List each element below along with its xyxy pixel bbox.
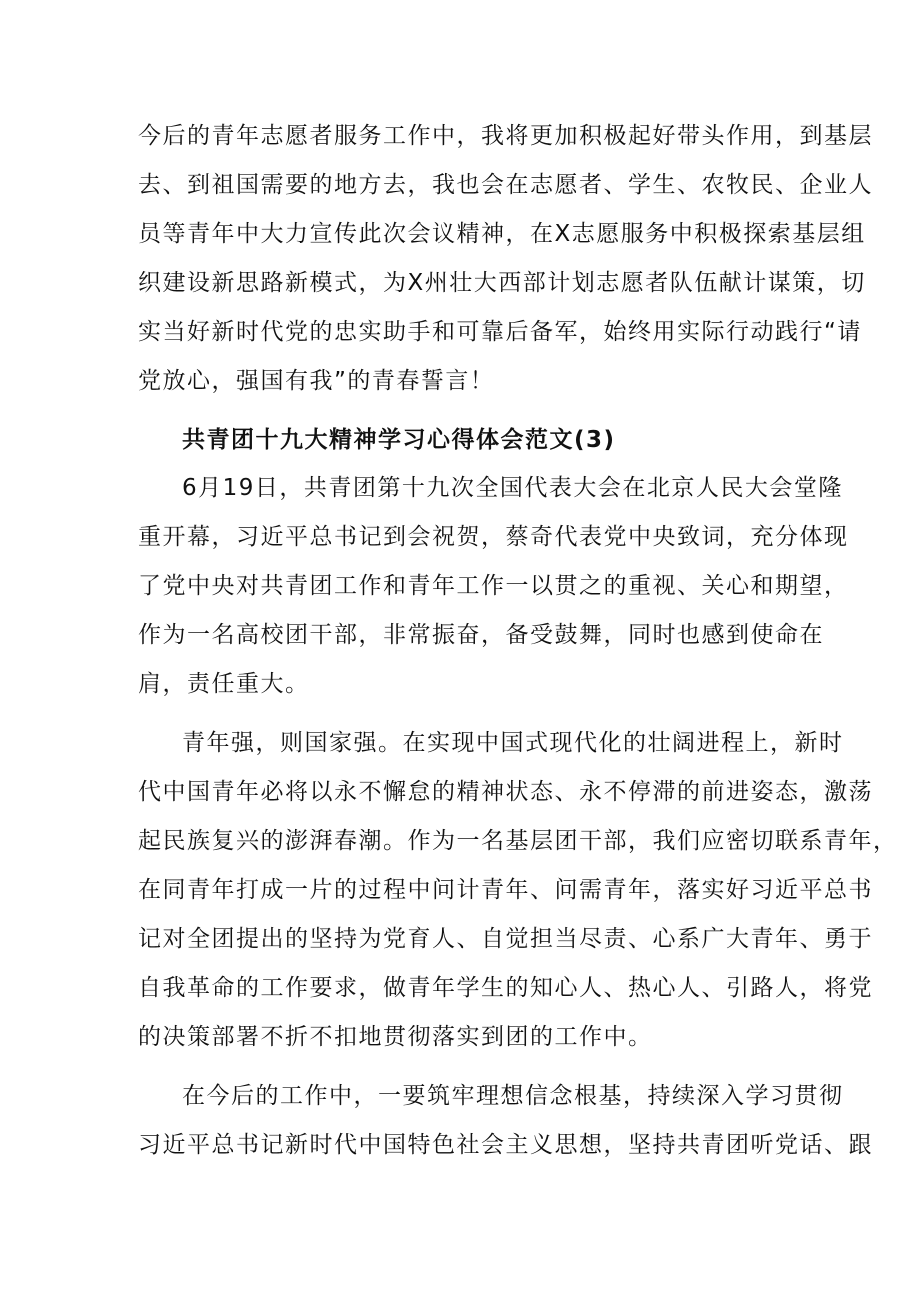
text-line: 重开幕，习近平总书记到会祝贺，蔡奇代表党中央致词，充分体现 bbox=[138, 524, 849, 550]
text-line: 自我革命的工作要求，做青年学生的知心人、热心人、引路人，将党 bbox=[138, 975, 873, 1001]
text-line: 作为一名高校团干部，非常振奋，备受鼓舞，同时也感到使命在 bbox=[138, 622, 824, 648]
text-line: 织建设新思路新模式，为X州壮大西部计划志愿者队伍献计谋策，切 bbox=[138, 270, 866, 296]
text-line: 起民族复兴的澎湃春潮。作为一名基层团干部，我们应密切联系青年， bbox=[138, 828, 898, 854]
text-line: 的决策部署不折不扣地贯彻落实到团的工作中。 bbox=[138, 1024, 653, 1050]
text-line: 6月19日，共青团第十九次全国代表大会在北京人民大会堂隆 bbox=[182, 475, 843, 501]
text-line: 去、到祖国需要的地方去，我也会在志愿者、学生、农牧民、企业人 bbox=[138, 172, 873, 198]
text-line: 了党中央对共青团工作和青年工作一以贯之的重视、关心和期望， bbox=[138, 573, 849, 599]
text-line: 今后的青年志愿者服务工作中，我将更加积极起好带头作用，到基层 bbox=[138, 123, 873, 149]
text-line: 在今后的工作中，一要筑牢理想信念根基，持续深入学习贯彻 bbox=[182, 1083, 844, 1109]
text-line: 青年强，则国家强。在实现中国式现代化的壮阔进程上，新时 bbox=[182, 730, 844, 756]
text-line: 习近平总书记新时代中国特色社会主义思想，坚持共青团听党话、跟 bbox=[138, 1132, 873, 1158]
text-line: 实当好新时代党的忠实助手和可靠后备军，始终用实际行动践行“请 bbox=[138, 319, 862, 345]
text-line: 肩，责任重大。 bbox=[138, 671, 310, 697]
text-line: 党放心，强国有我”的青春誓言！ bbox=[138, 368, 495, 394]
text-line: 代中国青年必将以永不懈怠的精神状态、永不停滞的前进姿态，激荡 bbox=[138, 779, 873, 805]
section-heading: 共青团十九大精神学习心得体会范文(3) bbox=[182, 427, 616, 453]
text-line: 员等青年中大力宣传此次会议精神，在X志愿服务中积极探索基层组 bbox=[138, 221, 866, 247]
text-line: 记对全团提出的坚持为党育人、自觉担当尽责、心系广大青年、勇于 bbox=[138, 926, 873, 952]
text-line: 在同青年打成一片的过程中问计青年、问需青年，落实好习近平总书 bbox=[138, 877, 873, 903]
